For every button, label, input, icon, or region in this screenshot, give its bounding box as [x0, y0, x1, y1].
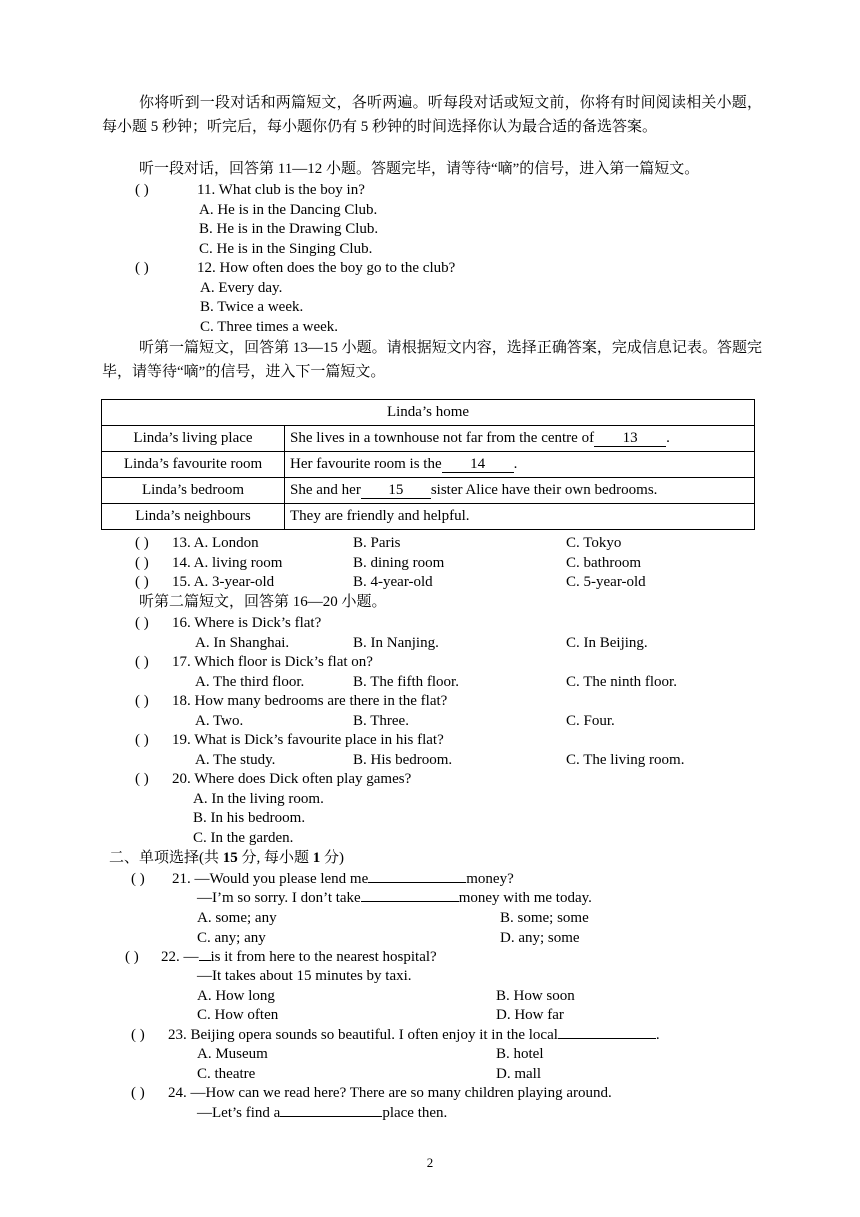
- cell-text: She lives in a townhouse not far from the centre of: [290, 430, 595, 446]
- blank-14: 14: [442, 456, 514, 473]
- table-row-content: They are friendly and helpful.: [285, 504, 755, 530]
- question-11-option-a: A. He is in the Dancing Club.: [199, 202, 378, 218]
- question-12-option-a: A. Every day.: [200, 280, 283, 296]
- stem-text: money?: [466, 871, 514, 887]
- table-row-label: Linda’s bedroom: [102, 478, 285, 504]
- section-2-heading: [109, 849, 344, 868]
- answer-paren: ( ): [131, 1027, 145, 1043]
- question-20-stem: 20. Where does Dick often play games?: [172, 771, 412, 787]
- question-13-option-b: B. Paris: [353, 535, 401, 551]
- stem-text: is it from here to the nearest hospital?: [210, 949, 437, 965]
- passage-2-instructions: 听第二篇短文，回答第 16—20 小题。: [139, 594, 387, 610]
- question-21-option-b: B. some; some: [500, 910, 589, 926]
- answer-paren: ( ): [125, 949, 139, 965]
- heading-points: 1: [312, 850, 321, 866]
- question-20-option-a: A. In the living room.: [193, 791, 324, 807]
- question-21-reply: [197, 889, 592, 908]
- answer-paren: ( ): [135, 574, 149, 590]
- table-row: [102, 426, 755, 452]
- answer-paren: ( ): [135, 771, 149, 787]
- stem-text: money with me today.: [458, 890, 592, 906]
- question-24-stem: 24. —How can we read here? There are so many children playing around.: [168, 1085, 612, 1101]
- question-23-option-a: A. Museum: [197, 1046, 268, 1062]
- question-19-option-b: B. His bedroom.: [353, 752, 453, 768]
- passage-1-instructions: 听第一篇短文，回答第 13—15 小题。请根据短文内容，选择正确答案，完成信息记表。答题完毕，请等待“嘀”的信号，进入下一篇短文。: [102, 340, 762, 380]
- question-15-option-c: C. 5-year-old: [566, 574, 646, 590]
- blank: [368, 882, 466, 883]
- table-title: Linda’s home: [102, 400, 755, 426]
- question-11-option-b: B. He is in the Drawing Club.: [199, 221, 379, 237]
- question-23-option-d: D. mall: [496, 1066, 541, 1082]
- table-row-content: [285, 478, 755, 504]
- question-11-stem: 11. What club is the boy in?: [197, 182, 365, 198]
- cell-text: sister Alice have their own bedrooms.: [430, 482, 658, 498]
- question-17-stem: 17. Which floor is Dick’s flat on?: [172, 654, 373, 670]
- question-22-option-c: C. How often: [197, 1007, 279, 1023]
- table-row-label: Linda’s living place: [102, 426, 285, 452]
- question-17-option-a: A. The third floor.: [195, 674, 305, 690]
- blank: [280, 1116, 382, 1117]
- question-18-option-a: A. Two.: [195, 713, 244, 729]
- answer-paren: ( ): [131, 1085, 145, 1101]
- question-22-stem: [161, 948, 437, 967]
- cell-text: She and her: [290, 482, 361, 498]
- answer-paren: ( ): [135, 693, 149, 709]
- answer-paren: ( ): [135, 260, 149, 276]
- question-11-option-c: C. He is in the Singing Club.: [199, 241, 373, 257]
- stem-text: —Let’s find a: [197, 1105, 281, 1121]
- question-22-option-d: D. How far: [496, 1007, 564, 1023]
- stem-text: .: [655, 1027, 660, 1043]
- stem-text: 22. —: [161, 949, 199, 965]
- question-12-option-b: B. Twice a week.: [200, 299, 304, 315]
- question-19-option-c: C. The living room.: [566, 752, 685, 768]
- dialogue-instructions: 听一段对话，回答第 11—12 小题。答题完毕，请等待“嘀”的信号，进入第一篇短文。: [139, 161, 700, 177]
- question-16-stem: 16. Where is Dick’s flat?: [172, 615, 322, 631]
- question-17-option-b: B. The fifth floor.: [353, 674, 459, 690]
- question-15-option-b: B. 4-year-old: [353, 574, 433, 590]
- table-row-label: Linda’s neighbours: [102, 504, 285, 530]
- stem-text: —I’m so sorry. I don’t take: [197, 890, 361, 906]
- table-row: [102, 478, 755, 504]
- heading-text: 分, 每小题: [237, 850, 313, 866]
- heading-text: 二、单项选择(共: [109, 850, 223, 866]
- question-18-option-c: C. Four.: [566, 713, 615, 729]
- table-row: [102, 452, 755, 478]
- question-19-option-a: A. The study.: [195, 752, 276, 768]
- question-20-option-c: C. In the garden.: [193, 830, 294, 846]
- stem-text: 21. —Would you please lend me: [172, 871, 369, 887]
- question-17-option-c: C. The ninth floor.: [566, 674, 677, 690]
- question-12-stem: 12. How often does the boy go to the club?: [197, 260, 456, 276]
- question-18-option-b: B. Three.: [353, 713, 409, 729]
- cell-text: .: [513, 456, 518, 472]
- question-16-option-a: A. In Shanghai.: [195, 635, 290, 651]
- question-14-option-c: C. bathroom: [566, 555, 641, 571]
- listening-instructions: 你将听到一段对话和两篇短文，各听两遍。听每段对话或短文前，你将有时间阅读相关小题，每小题 5 秒钟；听完后，每小题你仍有 5 秒钟的时间选择你认为最合适的备选答案。: [102, 95, 762, 135]
- answer-paren: ( ): [131, 871, 145, 887]
- stem-text: place then.: [382, 1105, 448, 1121]
- stem-text: 23. Beijing opera sounds so beautiful. I often enjoy it in the local: [168, 1027, 558, 1043]
- blank-15: 15: [361, 482, 431, 499]
- question-14-stem: 14. A. living room: [172, 555, 283, 571]
- blank: [361, 901, 459, 902]
- blank: [199, 960, 211, 961]
- blank-13: 13: [594, 430, 666, 447]
- question-13-option-c: C. Tokyo: [566, 535, 622, 551]
- answer-paren: ( ): [135, 535, 149, 551]
- question-23-stem: [168, 1026, 660, 1045]
- question-23-option-c: C. theatre: [197, 1066, 256, 1082]
- question-19-stem: 19. What is Dick’s favourite place in his flat?: [172, 732, 444, 748]
- cell-text: .: [666, 430, 670, 446]
- question-21-option-a: A. some; any: [197, 910, 277, 926]
- question-20-option-b: B. In his bedroom.: [193, 810, 306, 826]
- answer-paren: ( ): [135, 182, 149, 198]
- question-23-option-b: B. hotel: [496, 1046, 544, 1062]
- page-number: 2: [426, 1155, 434, 1170]
- question-12-option-c: C. Three times a week.: [200, 319, 339, 335]
- answer-paren: ( ): [135, 555, 149, 571]
- question-14-option-b: B. dining room: [353, 555, 445, 571]
- answer-paren: ( ): [135, 615, 149, 631]
- question-16-option-c: C. In Beijing.: [566, 635, 648, 651]
- answer-paren: ( ): [135, 654, 149, 670]
- info-table: [101, 399, 755, 530]
- question-21-option-d: D. any; some: [500, 930, 580, 946]
- question-21-option-c: C. any; any: [197, 930, 266, 946]
- question-18-stem: 18. How many bedrooms are there in the flat?: [172, 693, 448, 709]
- table-row-content: [285, 452, 755, 478]
- question-13-stem: 13. A. London: [172, 535, 259, 551]
- heading-points: 15: [222, 850, 238, 866]
- blank: [558, 1038, 656, 1039]
- question-22-option-a: A. How long: [197, 988, 275, 1004]
- table-row: [102, 504, 755, 530]
- heading-text: 分): [320, 850, 345, 866]
- question-24-reply: [197, 1104, 447, 1123]
- question-22-reply: —It takes about 15 minutes by taxi.: [197, 968, 412, 984]
- question-22-option-b: B. How soon: [496, 988, 575, 1004]
- question-21-stem: [172, 870, 514, 889]
- question-16-option-b: B. In Nanjing.: [353, 635, 439, 651]
- cell-text: Her favourite room is the: [290, 456, 442, 472]
- question-15-stem: 15. A. 3-year-old: [172, 574, 275, 590]
- table-row-content: [285, 426, 755, 452]
- answer-paren: ( ): [135, 732, 149, 748]
- table-row-label: Linda’s favourite room: [102, 452, 285, 478]
